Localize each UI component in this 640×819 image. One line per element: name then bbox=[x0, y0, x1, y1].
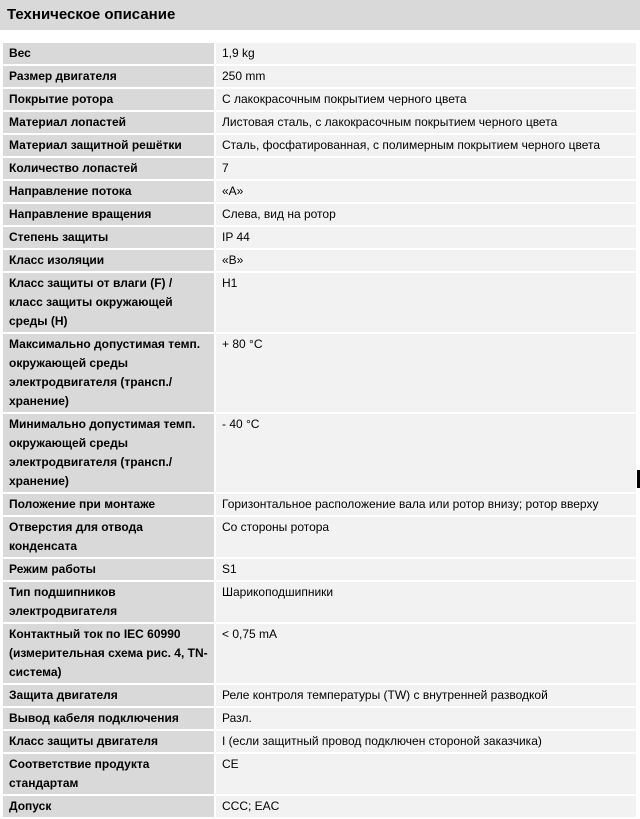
table-row bbox=[3, 333, 637, 413]
row-value: CE bbox=[215, 753, 637, 795]
spec-table-body bbox=[3, 43, 637, 818]
row-value: IP 44 bbox=[215, 226, 637, 249]
row-value: Шарикоподшипники bbox=[215, 581, 637, 623]
row-label: Направление потока bbox=[3, 180, 215, 203]
row-label: Отверстия для отвода конденсата bbox=[3, 516, 215, 558]
row-label: Количество лопастей bbox=[3, 157, 215, 180]
table-row bbox=[3, 203, 637, 226]
row-value: H1 bbox=[215, 272, 637, 333]
row-label: Положение при монтаже bbox=[3, 493, 215, 516]
table-row bbox=[3, 180, 637, 203]
row-label: Соответствие продукта стандартам bbox=[3, 753, 215, 795]
row-value: CCC; EAC bbox=[215, 795, 637, 818]
table-row bbox=[3, 249, 637, 272]
row-label: Вывод кабеля подключения bbox=[3, 707, 215, 730]
row-value: «B» bbox=[215, 249, 637, 272]
row-label: Степень защиты bbox=[3, 226, 215, 249]
table-row bbox=[3, 272, 637, 333]
row-label: Режим работы bbox=[3, 558, 215, 581]
row-label: Материал защитной решётки bbox=[3, 134, 215, 157]
row-value: I (если защитный провод подключен стороной заказчика) bbox=[215, 730, 637, 753]
row-label: Покрытие ротора bbox=[3, 88, 215, 111]
table-row bbox=[3, 134, 637, 157]
row-value: < 0,75 mA bbox=[215, 623, 637, 684]
table-row bbox=[3, 730, 637, 753]
row-label: Защита двигателя bbox=[3, 684, 215, 707]
row-value: 7 bbox=[215, 157, 637, 180]
table-row bbox=[3, 65, 637, 88]
row-label: Размер двигателя bbox=[3, 65, 215, 88]
row-value: Горизонтальное расположение вала или ротор внизу; ротор вверху bbox=[215, 493, 637, 516]
row-value: + 80 °C bbox=[215, 333, 637, 413]
row-label: Вес bbox=[3, 43, 215, 65]
row-label: Класс защиты двигателя bbox=[3, 730, 215, 753]
row-value: 250 mm bbox=[215, 65, 637, 88]
row-value: Сталь, фосфатированная, с полимерным покрытием черного цвета bbox=[215, 134, 637, 157]
table-row bbox=[3, 43, 637, 65]
table-row bbox=[3, 558, 637, 581]
row-value: С лакокрасочным покрытием черного цвета bbox=[215, 88, 637, 111]
row-value: 1,9 kg bbox=[215, 43, 637, 65]
table-row bbox=[3, 684, 637, 707]
row-label: Класс защиты от влаги (F) / класс защиты окружающей среды (H) bbox=[3, 272, 215, 333]
row-value: - 40 °C bbox=[215, 413, 637, 493]
table-row bbox=[3, 493, 637, 516]
row-label: Минимально допустимая темп. окружающей среды электродвигателя (трансп./хранение) bbox=[3, 413, 215, 493]
section-title: Техническое описание bbox=[0, 0, 640, 30]
table-row bbox=[3, 157, 637, 180]
table-row bbox=[3, 795, 637, 818]
row-value: S1 bbox=[215, 558, 637, 581]
table-row bbox=[3, 623, 637, 684]
table-row bbox=[3, 753, 637, 795]
row-label: Класс изоляции bbox=[3, 249, 215, 272]
row-label: Максимально допустимая темп. окружающей среды электродвигателя (трансп./хранение) bbox=[3, 333, 215, 413]
row-label: Направление вращения bbox=[3, 203, 215, 226]
table-row bbox=[3, 516, 637, 558]
row-label: Допуск bbox=[3, 795, 215, 818]
row-value: Слева, вид на ротор bbox=[215, 203, 637, 226]
row-label: Тип подшипников электродвигателя bbox=[3, 581, 215, 623]
row-value: «A» bbox=[215, 180, 637, 203]
table-row bbox=[3, 111, 637, 134]
table-row bbox=[3, 581, 637, 623]
row-label: Контактный ток по IEC 60990 (измерительная схема рис. 4, TN-система) bbox=[3, 623, 215, 684]
spec-table bbox=[3, 43, 638, 819]
table-row bbox=[3, 226, 637, 249]
row-label: Материал лопастей bbox=[3, 111, 215, 134]
row-value: Со стороны ротора bbox=[215, 516, 637, 558]
row-value: Реле контроля температуры (TW) с внутренней разводкой bbox=[215, 684, 637, 707]
table-row bbox=[3, 707, 637, 730]
table-row bbox=[3, 413, 637, 493]
row-value: Листовая сталь, с лакокрасочным покрытием черного цвета bbox=[215, 111, 637, 134]
row-value: Разл. bbox=[215, 707, 637, 730]
table-row bbox=[3, 88, 637, 111]
